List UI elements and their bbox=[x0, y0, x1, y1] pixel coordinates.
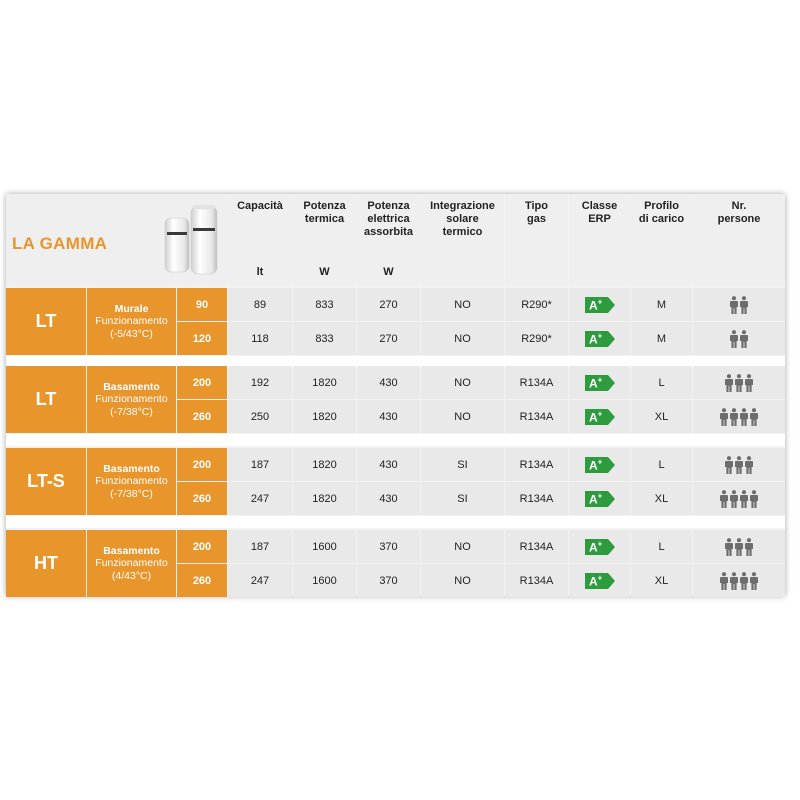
cell-persons bbox=[693, 530, 785, 563]
cell-electric: 270 bbox=[357, 288, 420, 321]
cell-profile: M bbox=[631, 288, 692, 321]
column-unit: W bbox=[383, 266, 394, 278]
model-capacity: 120 bbox=[177, 322, 227, 355]
table-header-title-cell bbox=[6, 194, 227, 286]
column-header-label: Capacità bbox=[237, 200, 283, 212]
svg-text:A+: A+ bbox=[588, 539, 602, 554]
cell-profile: L bbox=[631, 366, 692, 399]
cell-electric: 370 bbox=[357, 564, 420, 597]
cell-profile: XL bbox=[631, 482, 692, 515]
model-capacity: 260 bbox=[177, 564, 227, 597]
cell-solar: NO bbox=[421, 400, 504, 433]
persons-icon-group bbox=[720, 408, 758, 426]
persons-icon-group bbox=[720, 490, 758, 508]
person-icon bbox=[740, 330, 748, 348]
function-label: Funzionamento bbox=[95, 315, 168, 328]
cell-erp bbox=[569, 288, 630, 321]
svg-text:A+: A+ bbox=[588, 457, 602, 472]
column-header-thermal bbox=[293, 194, 356, 286]
cell-solar: NO bbox=[421, 564, 504, 597]
person-icon bbox=[725, 538, 733, 556]
heat-pump-product-image bbox=[161, 204, 223, 276]
installation-type: Basamento bbox=[103, 462, 160, 475]
column-header-label: Integrazione solare termico bbox=[430, 200, 495, 238]
cell-electric: 270 bbox=[357, 322, 420, 355]
cell-persons bbox=[693, 322, 785, 355]
product-range-table bbox=[6, 194, 785, 596]
cell-gas: R290* bbox=[505, 288, 568, 321]
cell-erp bbox=[569, 564, 630, 597]
installation-type: Basamento bbox=[103, 544, 160, 557]
cell-persons bbox=[693, 288, 785, 321]
person-icon bbox=[730, 330, 738, 348]
cell-gas: R134A bbox=[505, 366, 568, 399]
persons-icon-group bbox=[730, 296, 748, 314]
person-icon bbox=[745, 456, 753, 474]
operating-range: (4/43°C) bbox=[111, 569, 152, 582]
person-icon bbox=[730, 408, 738, 426]
person-icon bbox=[725, 374, 733, 392]
cell-electric: 430 bbox=[357, 482, 420, 515]
person-icon bbox=[720, 408, 728, 426]
person-icon bbox=[740, 490, 748, 508]
person-icon bbox=[745, 538, 753, 556]
person-icon bbox=[735, 374, 743, 392]
column-header-label: Tipo gas bbox=[524, 200, 548, 225]
cell-solar: NO bbox=[421, 530, 504, 563]
column-header-erp bbox=[569, 194, 630, 286]
cell-capacity: 187 bbox=[228, 448, 292, 481]
installation-type: Basamento bbox=[103, 380, 160, 393]
persons-icon-group bbox=[725, 456, 753, 474]
cell-erp bbox=[569, 482, 630, 515]
energy-class-badge bbox=[585, 331, 615, 347]
person-icon bbox=[725, 456, 733, 474]
cell-gas: R134A bbox=[505, 530, 568, 563]
column-unit: W bbox=[319, 266, 330, 278]
group-divider bbox=[6, 434, 785, 446]
cell-electric: 370 bbox=[357, 530, 420, 563]
person-icon bbox=[720, 572, 728, 590]
cell-erp bbox=[569, 400, 630, 433]
cell-gas: R290* bbox=[505, 322, 568, 355]
cell-erp bbox=[569, 530, 630, 563]
cell-profile: M bbox=[631, 322, 692, 355]
cell-capacity: 118 bbox=[228, 322, 292, 355]
person-icon bbox=[735, 456, 743, 474]
cell-persons bbox=[693, 400, 785, 433]
cell-profile: XL bbox=[631, 564, 692, 597]
series-description bbox=[87, 366, 176, 433]
operating-range: (-5/43°C) bbox=[110, 327, 153, 340]
cell-gas: R134A bbox=[505, 482, 568, 515]
cell-erp bbox=[569, 322, 630, 355]
cell-solar: SI bbox=[421, 448, 504, 481]
column-header-label: Profilo di carico bbox=[638, 200, 685, 225]
cell-profile: L bbox=[631, 448, 692, 481]
energy-class-badge bbox=[585, 409, 615, 425]
cell-electric: 430 bbox=[357, 366, 420, 399]
function-label: Funzionamento bbox=[95, 475, 168, 488]
cell-electric: 430 bbox=[357, 448, 420, 481]
series-description bbox=[87, 530, 176, 597]
function-label: Funzionamento bbox=[95, 393, 168, 406]
svg-text:A+: A+ bbox=[588, 409, 602, 424]
cell-gas: R134A bbox=[505, 400, 568, 433]
column-header-label: Potenza elettrica assorbita bbox=[364, 200, 413, 238]
model-capacity: 200 bbox=[177, 366, 227, 399]
cell-electric: 430 bbox=[357, 400, 420, 433]
series-description bbox=[87, 288, 176, 355]
cell-solar: NO bbox=[421, 288, 504, 321]
energy-class-badge bbox=[585, 491, 615, 507]
series-name: LT bbox=[6, 366, 86, 433]
cell-capacity: 250 bbox=[228, 400, 292, 433]
column-header-profile bbox=[631, 194, 692, 286]
cell-thermal: 1820 bbox=[293, 448, 356, 481]
group-divider bbox=[6, 516, 785, 528]
model-capacity: 90 bbox=[177, 288, 227, 321]
cell-profile: XL bbox=[631, 400, 692, 433]
cell-erp bbox=[569, 366, 630, 399]
person-icon bbox=[740, 572, 748, 590]
column-header-persons bbox=[693, 194, 785, 286]
energy-class-badge bbox=[585, 375, 615, 391]
energy-class-badge bbox=[585, 539, 615, 555]
person-icon bbox=[720, 490, 728, 508]
cell-persons bbox=[693, 366, 785, 399]
model-capacity: 200 bbox=[177, 448, 227, 481]
cell-gas: R134A bbox=[505, 448, 568, 481]
svg-text:A+: A+ bbox=[588, 297, 602, 312]
cell-capacity: 247 bbox=[228, 564, 292, 597]
cell-capacity: 187 bbox=[228, 530, 292, 563]
svg-text:A+: A+ bbox=[588, 331, 602, 346]
cell-erp bbox=[569, 448, 630, 481]
persons-icon-group bbox=[725, 538, 753, 556]
cell-persons bbox=[693, 564, 785, 597]
person-icon bbox=[740, 296, 748, 314]
series-description bbox=[87, 448, 176, 515]
person-icon bbox=[735, 538, 743, 556]
model-capacity: 260 bbox=[177, 482, 227, 515]
cell-solar: NO bbox=[421, 322, 504, 355]
cell-persons bbox=[693, 482, 785, 515]
cell-thermal: 833 bbox=[293, 288, 356, 321]
cell-capacity: 89 bbox=[228, 288, 292, 321]
column-header-label: Nr. persone bbox=[717, 200, 761, 225]
cell-capacity: 247 bbox=[228, 482, 292, 515]
model-capacity: 200 bbox=[177, 530, 227, 563]
person-icon bbox=[740, 408, 748, 426]
person-icon bbox=[730, 490, 738, 508]
svg-text:A+: A+ bbox=[588, 573, 602, 588]
series-name: LT-S bbox=[6, 448, 86, 515]
svg-text:A+: A+ bbox=[588, 375, 602, 390]
energy-class-badge bbox=[585, 573, 615, 589]
persons-icon-group bbox=[725, 374, 753, 392]
column-header-label: Classe ERP bbox=[581, 200, 618, 225]
cell-thermal: 1820 bbox=[293, 482, 356, 515]
person-icon bbox=[750, 572, 758, 590]
cell-solar: NO bbox=[421, 366, 504, 399]
person-icon bbox=[750, 490, 758, 508]
function-label: Funzionamento bbox=[95, 557, 168, 570]
series-name: LT bbox=[6, 288, 86, 355]
page-title: LA GAMMA bbox=[12, 234, 108, 253]
cell-solar: SI bbox=[421, 482, 504, 515]
series-name: HT bbox=[6, 530, 86, 597]
column-header-label: Potenza termica bbox=[303, 200, 346, 225]
installation-type: Murale bbox=[114, 302, 149, 315]
cell-gas: R134A bbox=[505, 564, 568, 597]
operating-range: (-7/38°C) bbox=[110, 405, 153, 418]
column-header-capacity bbox=[228, 194, 292, 286]
cell-persons bbox=[693, 448, 785, 481]
cell-capacity: 192 bbox=[228, 366, 292, 399]
column-unit: lt bbox=[256, 266, 264, 278]
column-header-solar bbox=[421, 194, 504, 286]
cell-thermal: 1600 bbox=[293, 530, 356, 563]
person-icon bbox=[730, 572, 738, 590]
cell-thermal: 1820 bbox=[293, 400, 356, 433]
column-header-gas bbox=[505, 194, 568, 286]
svg-text:A+: A+ bbox=[588, 491, 602, 506]
energy-class-badge bbox=[585, 297, 615, 313]
persons-icon-group bbox=[720, 572, 758, 590]
cell-thermal: 1600 bbox=[293, 564, 356, 597]
cell-thermal: 833 bbox=[293, 322, 356, 355]
operating-range: (-7/38°C) bbox=[110, 487, 153, 500]
cell-profile: L bbox=[631, 530, 692, 563]
person-icon bbox=[750, 408, 758, 426]
model-capacity: 260 bbox=[177, 400, 227, 433]
persons-icon-group bbox=[730, 330, 748, 348]
cell-thermal: 1820 bbox=[293, 366, 356, 399]
energy-class-badge bbox=[585, 457, 615, 473]
column-header-electric bbox=[357, 194, 420, 286]
person-icon bbox=[745, 374, 753, 392]
person-icon bbox=[730, 296, 738, 314]
